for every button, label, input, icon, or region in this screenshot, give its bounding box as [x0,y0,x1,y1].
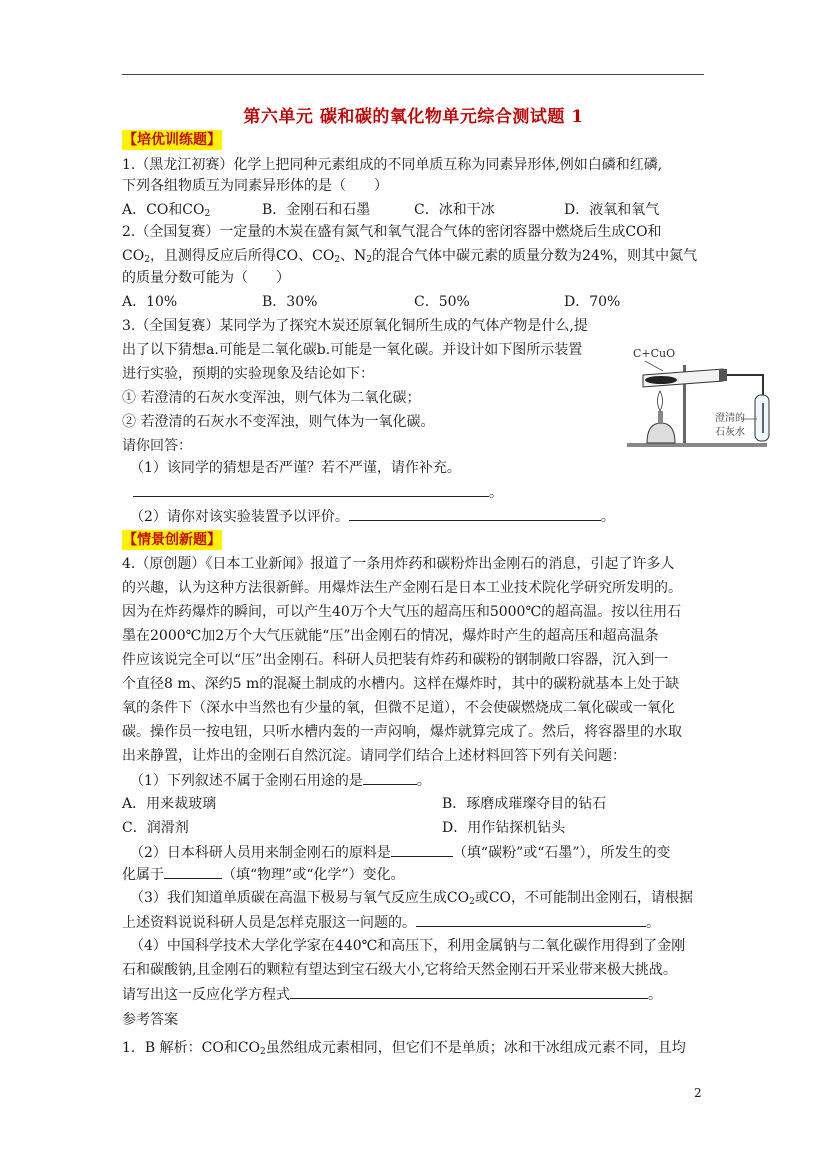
section-tag-scenario: 【情景创新题】 [123,532,221,548]
q4-sub-2-cont: 化属于 （填“物理”或“化学”）变化。 [122,864,405,885]
q1-option-a: A．CO和$CO_2$ [122,202,211,219]
q1-option-c: C．冰和干冰 [414,202,495,218]
fig-label-1: 澄清的 [715,413,745,424]
q4-option-d: D．用作钻探机钻头 [442,820,566,836]
q2-line-1: 2.（全国复赛）一定量的木炭在盛有氮气和氧气混合气体的密闭容器中燃烧后生成CO和 [122,224,662,240]
q1-option-d: D．液氧和氧气 [564,202,660,218]
q3-line-2: 出了以下猜想a.可能是二氧化碳b.可能是一氧化碳。并设计如下图所示装置 [122,342,583,358]
answer-1: 1．B 解析：CO和$CO_2$虽然组成元素相同，但它们不是单质；冰和干冰组成元素不同，且均 [122,1040,686,1057]
apparatus-diagram [623,325,773,453]
answer-blank[interactable] [391,842,453,857]
q4-para-8: 碳。操作员一按电钮，只听水槽内轰的一声闷响，爆炸就算完成了。然后，将容器里的水取 [122,724,682,740]
answer-blank[interactable] [164,864,222,879]
q2-option-a: A．10% [122,294,178,310]
section-tag-training: 【培优训练题】 [123,132,221,148]
q2-line-2: $CO_2$，且测得反应后所得CO、$CO_2$、$N_2$的混合气体中碳元素的质量分数为24%，则其中氮气 [122,248,698,265]
q1-line-1: 1.（黑龙江初赛）化学上把同种元素组成的不同单质互称为同素异形体,例如白磷和红磷, [122,157,663,173]
answer-blank[interactable] [290,984,648,999]
q2-option-c: C．50% [414,294,470,310]
q2-line-3: 的质量分数可能为（ ） [122,270,290,286]
q4-para-1: 4.（原创题）《日本工业新闻》报道了一条用炸药和碳粉炸出金刚石的消息，引起了许多人 [122,556,675,572]
answers-heading: 参考答案 [122,1012,178,1028]
q4-sub-4-cont: 石和碳酸钠,且金刚石的颗粒有望达到宝石级大小,它将给天然金刚石开采业带来极大挑战。 [122,962,677,978]
q4-sub-4-equation: 请写出这一反应化学方程式 。 [122,984,662,1005]
answer-blank[interactable] [363,770,417,785]
q4-para-9: 出来静置，让炸出的金刚石自然沉淀。请同学们结合上述材料回答下列有关问题： [122,748,626,764]
q4-para-4: 墨在2000℃加2万个大气压就能“压”出金刚石的情况，爆炸时产生的超高压和超高温条 [122,628,659,644]
q3-line-3: 进行实验，预期的实验现象及结论如下： [122,366,374,382]
q4-sub-1: （1）下列叙述不属于金刚石用途的是 。 [130,770,431,791]
q4-para-2: 的兴趣，认为这种方法很新鲜。用爆炸法生产金刚石是日本工业技术院化学研究所发明的。 [122,580,682,596]
fig-label-2: 石灰水 [715,427,745,438]
q4-option-c: C．润滑剂 [122,820,189,836]
q3-question-1: （1）该同学的猜想是否严谨？若不严谨，请作补充。 [130,460,461,476]
q3-line-5: ② 若澄清的石灰水不变浑浊，则气体为一氧化碳。 [122,414,435,430]
q4-sub-3-cont: 上述资料说说科研人员是怎样克服这一问题的。 。 [122,912,660,933]
q4-sub-3: （3）我们知道单质碳在高温下极易与氧气反应生成$CO_2$或CO，不可能制出金刚石，请根据 [130,890,694,907]
q3-question-2: （2）请你对该实验装置予以评价。 。 [130,506,615,527]
q4-option-a: A．用来裁玻璃 [122,796,217,812]
q4-para-7: 氧的条件下（深水中当然也有少量的氧，但微不足道），不会使碳燃烧成二氧化碳或一氧化 [122,700,675,716]
fig-top-label: C+CuO [633,347,676,360]
q4-para-5: 件应该说完全可以“压”出金刚石。科研人员把装有炸药和碳粉的钢制敞口容器，沉入到一 [122,652,669,668]
answer-blank[interactable] [349,506,601,521]
q3-line-6: 请你回答： [122,438,192,454]
q4-sub-4: （4）中国科学技术大学化学家在440℃和高压下，利用金属钠与二氧化碳作用得到了金刚 [130,938,686,954]
q4-sub-2: （2）日本科研人员用来制金刚石的原料是 （填“碳粉”或“石墨”），所发生的变 [130,842,671,863]
q1-option-b: B．金刚石和石墨 [262,202,371,218]
page-title: 第六单元 碳和碳的氧化物单元综合测试题 1 [243,107,584,127]
q4-option-b: B．琢磨成璀璨夺目的钻石 [442,796,607,812]
q2-option-b: B．30% [262,294,318,310]
apparatus-figure [623,325,773,453]
answer-blank[interactable] [133,482,489,497]
q3-line-4: ① 若澄清的石灰水变浑浊，则气体为二氧化碳； [122,390,421,406]
q4-para-6: 个直径8 m、深约5 m的混凝土制成的水槽内。这样在爆炸时，其中的碳粉就基本上处于缺 [122,676,680,692]
q1-line-2: 下列各组物质互为同素异形体的是（ ） [122,178,388,194]
page-number: 2 [694,1086,702,1100]
header-rule [122,74,704,75]
q2-option-d: D．70% [564,294,621,310]
q4-para-3: 因为在炸药爆炸的瞬间，可以产生40万个大气压的超高压和5000℃的超高温。按以往用石 [122,604,682,620]
q3-answer-1: 。 [133,482,503,503]
answer-blank[interactable] [416,912,646,927]
q3-line-1: 3.（全国复赛）某同学为了探究木炭还原氧化铜所生成的气体产物是什么,提 [122,318,588,334]
